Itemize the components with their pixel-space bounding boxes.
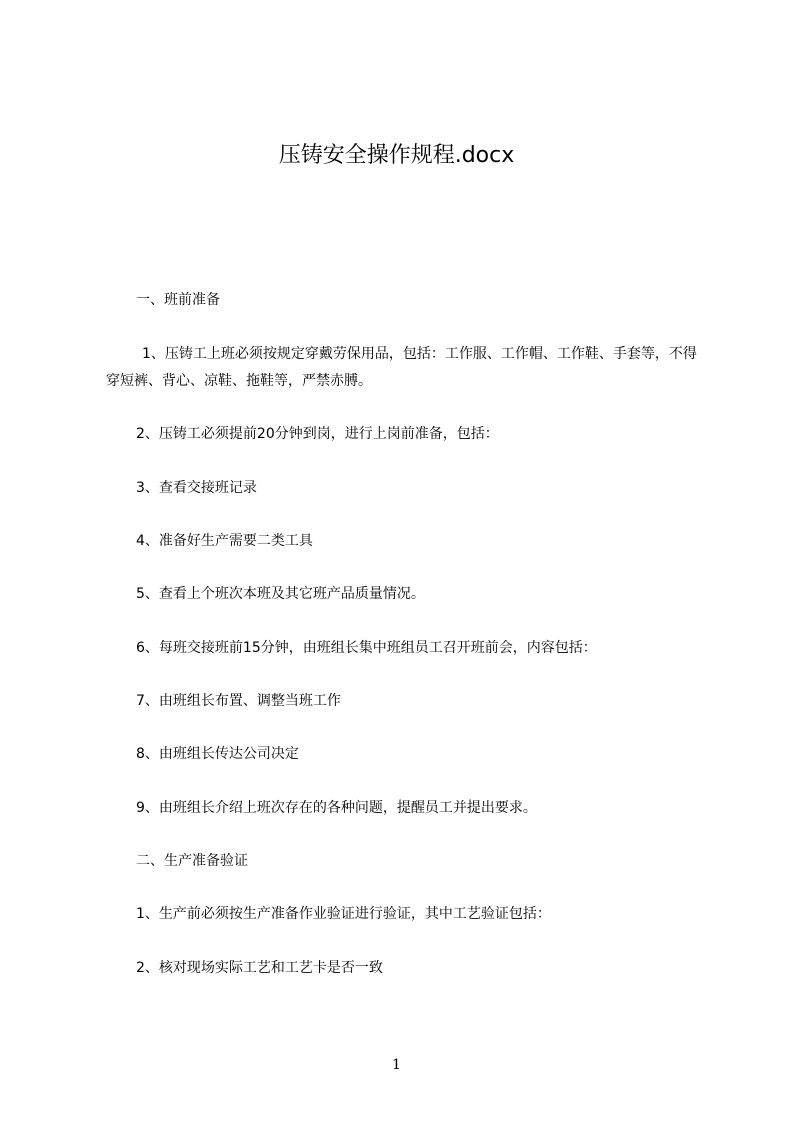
paragraph: 1、压铸工上班必须按规定穿戴劳保用品，包括：工作服、工作帽、工作鞋、手套等，不得穿短裤、背心、凉鞋、拖鞋等，严禁赤膊。	[106, 346, 697, 389]
paragraph: 8、由班组长传达公司决定	[136, 746, 299, 762]
paragraph: 5、查看上个班次本班及其它班产品质量情况。	[136, 586, 425, 602]
paragraph: 1、生产前必须按生产准备作业验证进行验证，其中工艺验证包括：	[136, 906, 551, 922]
page-number: 1	[392, 1057, 401, 1073]
paragraph: 2、压铸工必须提前20分钟到岗，进行上岗前准备，包括：	[136, 426, 499, 442]
paragraph: 2、核对现场实际工艺和工艺卡是否一致	[136, 960, 383, 976]
section-heading-pre-shift: 一、班前准备	[136, 292, 220, 308]
paragraph: 9、由班组长介绍上班次存在的各种问题，提醒员工并提出要求。	[136, 800, 537, 816]
section-heading-production-verification: 二、生产准备验证	[136, 853, 248, 869]
paragraph: 7、由班组长布置、调整当班工作	[136, 693, 341, 709]
document-title: 压铸安全操作规程.docx	[278, 143, 515, 168]
paragraph: 3、查看交接班记录	[136, 480, 257, 496]
paragraph: 6、每班交接班前15分钟，由班组长集中班组员工召开班前会，内容包括：	[136, 640, 597, 656]
paragraph: 4、准备好生产需要二类工具	[136, 533, 313, 549]
